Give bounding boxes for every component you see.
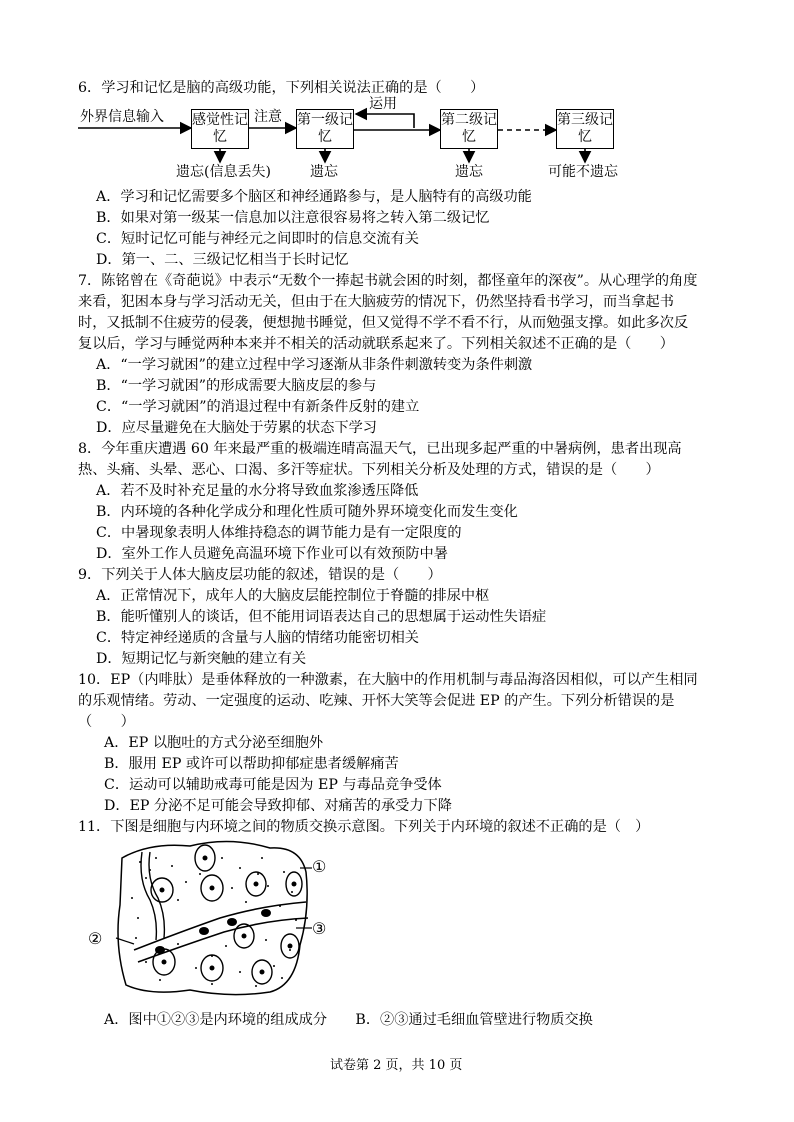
- sensory-memory-box: 感觉性记忆: [191, 109, 249, 149]
- q10-option-b: B．服用 EP 或许可以帮助抑郁症患者缓解痛苦: [104, 756, 399, 772]
- question-6-stem: 6．学习和记忆是脑的高级功能，下列相关说法正确的是（ ）: [78, 80, 485, 96]
- q6-option-a: A．学习和记忆需要多个脑区和神经通路参与，是人脑特有的高级功能: [96, 189, 532, 205]
- q9-line-1: 9．下列关于人体大脑皮层功能的叙述，错误的是（ ）: [78, 567, 442, 583]
- q8-line-2: 热、头痛、头晕、恶心、口渴、多汗等症状。下列相关分析及处理的方式，错误的是（ ）: [78, 462, 660, 478]
- q8-option-c: C．中暑现象表明人体维持稳态的调节能力是有一定限度的: [96, 525, 462, 541]
- first-level-memory-box: 第一级记忆: [296, 109, 354, 149]
- q10-option-c: C．运动可以辅助戒毒可能是因为 EP 与毒品竞争受体: [104, 777, 442, 793]
- q7-line-2: 来看，犯困本身与学习活动无关，但由于在大脑疲劳的情况下，仍然坚持看书学习，而当拿起书: [78, 294, 674, 310]
- q7-option-d: D．应尽量避免在大脑处于劳累的状态下学习: [96, 420, 377, 436]
- q10-line-1: 10．EP（内啡肽）是垂体释放的一种激素，在大脑中的作用机制与毒品海洛因相似，可以产生相同: [78, 672, 698, 688]
- q9-option-a: A．正常情况下，成年人的大脑皮层能控制位于脊髓的排尿中枢: [96, 588, 490, 604]
- q6-option-b: B．如果对第一级某一信息加以注意很容易将之转入第二级记忆: [96, 210, 490, 226]
- second-level-memory-box: 第二级记忆: [440, 109, 498, 149]
- forget-info-lost-label: 遗忘(信息丢失): [176, 164, 271, 180]
- q8-option-d: D．室外工作人员避免高温环境下作业可以有效预防中暑: [96, 546, 448, 562]
- q11-options-ab: A．图中①②③是内环境的组成成分 B．②③通过毛细血管壁进行物质交换: [104, 1012, 593, 1028]
- q11-stem: 11．下图是细胞与内环境之间的物质交换示意图。下列关于内环境的叙述不正确的是（ ）: [78, 819, 650, 835]
- q8-option-a: A．若不及时补充足量的水分将导致血浆渗透压降低: [96, 483, 419, 499]
- q8-option-b: B．内环境的各种化学成分和理化性质可随外界环境变化而发生变化: [96, 504, 518, 520]
- q10-option-a: A．EP 以胞吐的方式分泌至细胞外: [104, 735, 324, 751]
- forget-label-2: 遗忘: [455, 164, 483, 180]
- label-1: ①: [312, 857, 327, 876]
- q10-option-d: D．EP 分泌不足可能会导致抑郁、对痛苦的承受力下降: [104, 798, 452, 814]
- label-3: ③: [312, 919, 327, 938]
- diagram-input-label: 外界信息输入: [80, 109, 164, 125]
- attention-label: 注意: [254, 109, 282, 125]
- q7-option-b: B．“一学习就困”的形成需要大脑皮层的参与: [96, 378, 377, 394]
- q9-option-c: C．特定神经递质的含量与人脑的情绪功能密切相关: [96, 630, 419, 646]
- q10-line-2: 的乐观情绪。劳动、一定强度的运动、吃辣、开怀大笑等会促进 EP 的产生。下列分析错误的是: [78, 693, 675, 709]
- q10-line-3: （ ）: [78, 714, 135, 730]
- may-not-forget-label: 可能不遗忘: [548, 164, 618, 180]
- usage-label: 运用: [369, 96, 397, 112]
- label-2: ②: [88, 929, 103, 948]
- forget-label-1: 遗忘: [310, 164, 338, 180]
- q6-option-d: D．第一、二、三级记忆相当于长时记忆: [96, 252, 349, 268]
- q7-line-3: 时，又抵制不住疲劳的侵袭，便想抛书睡觉，但又觉得不学不看不行，从而勉强支撑。如此多次反: [78, 315, 689, 331]
- q7-line-4: 复以后，学习与睡觉两种本来并不相关的活动就联系起来了。下列相关叙述不正确的是（ ）: [78, 336, 674, 352]
- q6-option-c: C．短时记忆可能与神经元之间即时的信息交流有关: [96, 231, 419, 247]
- q8-line-1: 8．今年重庆遭遇 60 年来最严重的极端连晴高温天气，已出现多起严重的中暑病例，患者出现高: [78, 441, 682, 457]
- q7-option-a: A．“一学习就困”的建立过程中学习逐渐从非条件刺激转变为条件刺激: [96, 357, 533, 373]
- q7-option-c: C．“一学习就困”的消退过程中有新条件反射的建立: [96, 399, 420, 415]
- page-footer: 试卷第 2 页，共 10 页: [330, 1058, 463, 1073]
- third-level-memory-box: 第三级记忆: [556, 109, 614, 149]
- q9-option-b: B．能听懂别人的谈话，但不能用词语表达自己的思想属于运动性失语症: [96, 609, 547, 625]
- q7-line-1: 7．陈铭曾在《奇葩说》中表示“无数个一捧起书就会困的时刻，都怪童年的深夜”。从心理学的角度: [78, 273, 698, 289]
- q9-option-d: D．短期记忆与新突触的建立有关: [96, 651, 307, 667]
